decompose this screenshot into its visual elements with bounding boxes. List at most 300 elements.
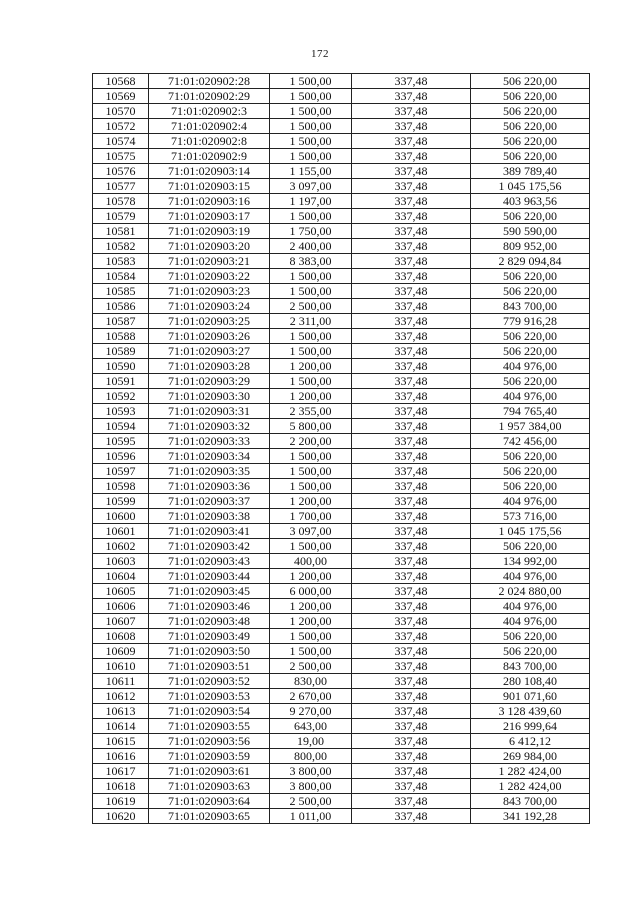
area-cell: 19,00 [270, 734, 352, 749]
value-cell: 506 220,00 [471, 209, 590, 224]
area-cell: 1 500,00 [270, 74, 352, 89]
table-row [93, 704, 590, 719]
table-row [93, 674, 590, 689]
cadastral-number-cell: 71:01:020903:24 [149, 299, 270, 314]
area-cell: 2 400,00 [270, 239, 352, 254]
cadastral-number-cell: 71:01:020903:55 [149, 719, 270, 734]
cadastral-number-cell: 71:01:020902:3 [149, 104, 270, 119]
rate-cell: 337,48 [352, 509, 471, 524]
value-cell: 506 220,00 [471, 629, 590, 644]
table-row [93, 764, 590, 779]
area-cell: 8 383,00 [270, 254, 352, 269]
cadastral-number-cell: 71:01:020903:29 [149, 374, 270, 389]
table-row [93, 434, 590, 449]
area-cell: 3 800,00 [270, 764, 352, 779]
table-row [93, 599, 590, 614]
cadastral-number-cell: 71:01:020903:46 [149, 599, 270, 614]
table-row [93, 794, 590, 809]
table-row [93, 614, 590, 629]
value-cell: 506 220,00 [471, 119, 590, 134]
area-cell: 1 500,00 [270, 344, 352, 359]
value-cell: 404 976,00 [471, 614, 590, 629]
table-row [93, 89, 590, 104]
table-row [93, 569, 590, 584]
rate-cell: 337,48 [352, 299, 471, 314]
row-number-cell: 10576 [93, 164, 149, 179]
table-row [93, 719, 590, 734]
rate-cell: 337,48 [352, 404, 471, 419]
table-row [93, 494, 590, 509]
area-cell: 3 097,00 [270, 524, 352, 539]
value-cell: 506 220,00 [471, 269, 590, 284]
table-row [93, 284, 590, 299]
value-cell: 794 765,40 [471, 404, 590, 419]
rate-cell: 337,48 [352, 134, 471, 149]
row-number-cell: 10597 [93, 464, 149, 479]
cadastral-number-cell: 71:01:020903:16 [149, 194, 270, 209]
cadastral-number-cell: 71:01:020903:36 [149, 479, 270, 494]
value-cell: 269 984,00 [471, 749, 590, 764]
rate-cell: 337,48 [352, 599, 471, 614]
row-number-cell: 10613 [93, 704, 149, 719]
value-cell: 590 590,00 [471, 224, 590, 239]
rate-cell: 337,48 [352, 224, 471, 239]
cadastral-number-cell: 71:01:020902:9 [149, 149, 270, 164]
value-cell: 403 963,56 [471, 194, 590, 209]
row-number-cell: 10596 [93, 449, 149, 464]
value-cell: 1 045 175,56 [471, 179, 590, 194]
cadastral-number-cell: 71:01:020902:4 [149, 119, 270, 134]
row-number-cell: 10615 [93, 734, 149, 749]
area-cell: 1 197,00 [270, 194, 352, 209]
row-number-cell: 10574 [93, 134, 149, 149]
value-cell: 1 282 424,00 [471, 764, 590, 779]
table-row [93, 659, 590, 674]
row-number-cell: 10583 [93, 254, 149, 269]
value-cell: 404 976,00 [471, 389, 590, 404]
rate-cell: 337,48 [352, 479, 471, 494]
cadastral-number-cell: 71:01:020903:27 [149, 344, 270, 359]
row-number-cell: 10608 [93, 629, 149, 644]
rate-cell: 337,48 [352, 554, 471, 569]
value-cell: 506 220,00 [471, 344, 590, 359]
row-number-cell: 10581 [93, 224, 149, 239]
value-cell: 6 412,12 [471, 734, 590, 749]
row-number-cell: 10588 [93, 329, 149, 344]
area-cell: 1 500,00 [270, 284, 352, 299]
cadastral-number-cell: 71:01:020903:52 [149, 674, 270, 689]
area-cell: 1 700,00 [270, 509, 352, 524]
value-cell: 341 192,28 [471, 809, 590, 824]
cadastral-number-cell: 71:01:020903:63 [149, 779, 270, 794]
table-row [93, 749, 590, 764]
area-cell: 1 500,00 [270, 89, 352, 104]
value-cell: 3 128 439,60 [471, 704, 590, 719]
rate-cell: 337,48 [352, 374, 471, 389]
area-cell: 643,00 [270, 719, 352, 734]
rate-cell: 337,48 [352, 359, 471, 374]
value-cell: 779 916,28 [471, 314, 590, 329]
rate-cell: 337,48 [352, 794, 471, 809]
rate-cell: 337,48 [352, 74, 471, 89]
table-row [93, 344, 590, 359]
rate-cell: 337,48 [352, 764, 471, 779]
row-number-cell: 10616 [93, 749, 149, 764]
rate-cell: 337,48 [352, 749, 471, 764]
area-cell: 2 670,00 [270, 689, 352, 704]
value-cell: 506 220,00 [471, 644, 590, 659]
table-body [93, 74, 590, 824]
cadastral-number-cell: 71:01:020903:41 [149, 524, 270, 539]
value-cell: 216 999,64 [471, 719, 590, 734]
row-number-cell: 10570 [93, 104, 149, 119]
row-number-cell: 10599 [93, 494, 149, 509]
area-cell: 1 500,00 [270, 329, 352, 344]
value-cell: 506 220,00 [471, 149, 590, 164]
area-cell: 400,00 [270, 554, 352, 569]
table-row [93, 209, 590, 224]
rate-cell: 337,48 [352, 89, 471, 104]
area-cell: 1 500,00 [270, 539, 352, 554]
cadastral-number-cell: 71:01:020903:35 [149, 464, 270, 479]
row-number-cell: 10586 [93, 299, 149, 314]
table-row [93, 629, 590, 644]
row-number-cell: 10601 [93, 524, 149, 539]
row-number-cell: 10607 [93, 614, 149, 629]
rate-cell: 337,48 [352, 194, 471, 209]
row-number-cell: 10605 [93, 584, 149, 599]
value-cell: 404 976,00 [471, 599, 590, 614]
table-row [93, 404, 590, 419]
row-number-cell: 10593 [93, 404, 149, 419]
cadastral-number-cell: 71:01:020903:34 [149, 449, 270, 464]
area-cell: 1 200,00 [270, 599, 352, 614]
table-row [93, 449, 590, 464]
area-cell: 3 097,00 [270, 179, 352, 194]
rate-cell: 337,48 [352, 389, 471, 404]
rate-cell: 337,48 [352, 149, 471, 164]
cadastral-number-cell: 71:01:020903:28 [149, 359, 270, 374]
table-row [93, 584, 590, 599]
rate-cell: 337,48 [352, 344, 471, 359]
value-cell: 901 071,60 [471, 689, 590, 704]
row-number-cell: 10582 [93, 239, 149, 254]
value-cell: 506 220,00 [471, 104, 590, 119]
rate-cell: 337,48 [352, 284, 471, 299]
area-cell: 1 200,00 [270, 359, 352, 374]
area-cell: 5 800,00 [270, 419, 352, 434]
value-cell: 1 045 175,56 [471, 524, 590, 539]
row-number-cell: 10591 [93, 374, 149, 389]
row-number-cell: 10589 [93, 344, 149, 359]
page-number: 172 [311, 48, 329, 60]
value-cell: 506 220,00 [471, 89, 590, 104]
rate-cell: 337,48 [352, 719, 471, 734]
area-cell: 1 500,00 [270, 119, 352, 134]
cadastral-number-cell: 71:01:020903:65 [149, 809, 270, 824]
rate-cell: 337,48 [352, 449, 471, 464]
rate-cell: 337,48 [352, 419, 471, 434]
table-row [93, 359, 590, 374]
rate-cell: 337,48 [352, 104, 471, 119]
rate-cell: 337,48 [352, 179, 471, 194]
row-number-cell: 10619 [93, 794, 149, 809]
area-cell: 1 200,00 [270, 569, 352, 584]
table-row [93, 164, 590, 179]
cadastral-number-cell: 71:01:020903:19 [149, 224, 270, 239]
row-number-cell: 10595 [93, 434, 149, 449]
cadastral-number-cell: 71:01:020903:64 [149, 794, 270, 809]
row-number-cell: 10590 [93, 359, 149, 374]
table-row [93, 299, 590, 314]
area-cell: 1 500,00 [270, 374, 352, 389]
table-row [93, 644, 590, 659]
area-cell: 1 155,00 [270, 164, 352, 179]
area-cell: 2 200,00 [270, 434, 352, 449]
rate-cell: 337,48 [352, 524, 471, 539]
area-cell: 2 500,00 [270, 794, 352, 809]
area-cell: 2 500,00 [270, 299, 352, 314]
row-number-cell: 10611 [93, 674, 149, 689]
cadastral-number-cell: 71:01:020903:22 [149, 269, 270, 284]
value-cell: 843 700,00 [471, 659, 590, 674]
cadastral-number-cell: 71:01:020903:14 [149, 164, 270, 179]
row-number-cell: 10577 [93, 179, 149, 194]
area-cell: 1 200,00 [270, 389, 352, 404]
table-row [93, 419, 590, 434]
area-cell: 2 500,00 [270, 659, 352, 674]
value-cell: 404 976,00 [471, 569, 590, 584]
rate-cell: 337,48 [352, 209, 471, 224]
rate-cell: 337,48 [352, 689, 471, 704]
area-cell: 2 355,00 [270, 404, 352, 419]
value-cell: 280 108,40 [471, 674, 590, 689]
value-cell: 506 220,00 [471, 74, 590, 89]
rate-cell: 337,48 [352, 614, 471, 629]
row-number-cell: 10568 [93, 74, 149, 89]
cadastral-number-cell: 71:01:020903:54 [149, 704, 270, 719]
table-row [93, 179, 590, 194]
table-row [93, 539, 590, 554]
value-cell: 809 952,00 [471, 239, 590, 254]
row-number-cell: 10572 [93, 119, 149, 134]
rate-cell: 337,48 [352, 464, 471, 479]
cadastral-number-cell: 71:01:020903:32 [149, 419, 270, 434]
cadastral-number-cell: 71:01:020903:30 [149, 389, 270, 404]
table-row [93, 194, 590, 209]
cadastral-number-cell: 71:01:020903:48 [149, 614, 270, 629]
cadastral-number-cell: 71:01:020903:31 [149, 404, 270, 419]
rate-cell: 337,48 [352, 629, 471, 644]
table-row [93, 134, 590, 149]
table-row [93, 254, 590, 269]
cadastral-number-cell: 71:01:020902:29 [149, 89, 270, 104]
cadastral-number-cell: 71:01:020903:51 [149, 659, 270, 674]
rate-cell: 337,48 [352, 704, 471, 719]
cadastral-number-cell: 71:01:020903:56 [149, 734, 270, 749]
value-cell: 389 789,40 [471, 164, 590, 179]
area-cell: 1 200,00 [270, 614, 352, 629]
row-number-cell: 10600 [93, 509, 149, 524]
value-cell: 1 282 424,00 [471, 779, 590, 794]
row-number-cell: 10594 [93, 419, 149, 434]
rate-cell: 337,48 [352, 584, 471, 599]
value-cell: 404 976,00 [471, 359, 590, 374]
value-cell: 843 700,00 [471, 794, 590, 809]
value-cell: 506 220,00 [471, 539, 590, 554]
cadastral-number-cell: 71:01:020903:15 [149, 179, 270, 194]
area-cell: 1 500,00 [270, 449, 352, 464]
row-number-cell: 10603 [93, 554, 149, 569]
cadastral-number-cell: 71:01:020903:53 [149, 689, 270, 704]
cadastral-number-cell: 71:01:020903:33 [149, 434, 270, 449]
table-row [93, 809, 590, 824]
row-number-cell: 10604 [93, 569, 149, 584]
table-row [93, 554, 590, 569]
area-cell: 6 000,00 [270, 584, 352, 599]
cadastral-number-cell: 71:01:020903:23 [149, 284, 270, 299]
value-cell: 2 829 094,84 [471, 254, 590, 269]
table-row [93, 524, 590, 539]
value-cell: 506 220,00 [471, 479, 590, 494]
land-registry-table [92, 73, 590, 824]
value-cell: 506 220,00 [471, 449, 590, 464]
value-cell: 506 220,00 [471, 374, 590, 389]
area-cell: 2 311,00 [270, 314, 352, 329]
table-row [93, 149, 590, 164]
rate-cell: 337,48 [352, 434, 471, 449]
cadastral-number-cell: 71:01:020903:59 [149, 749, 270, 764]
rate-cell: 337,48 [352, 569, 471, 584]
row-number-cell: 10598 [93, 479, 149, 494]
value-cell: 506 220,00 [471, 134, 590, 149]
rate-cell: 337,48 [352, 539, 471, 554]
cadastral-number-cell: 71:01:020903:25 [149, 314, 270, 329]
cadastral-number-cell: 71:01:020903:17 [149, 209, 270, 224]
rate-cell: 337,48 [352, 674, 471, 689]
row-number-cell: 10585 [93, 284, 149, 299]
table-row [93, 239, 590, 254]
value-cell: 506 220,00 [471, 284, 590, 299]
area-cell: 800,00 [270, 749, 352, 764]
rate-cell: 337,48 [352, 734, 471, 749]
row-number-cell: 10587 [93, 314, 149, 329]
cadastral-number-cell: 71:01:020903:26 [149, 329, 270, 344]
rate-cell: 337,48 [352, 809, 471, 824]
row-number-cell: 10612 [93, 689, 149, 704]
area-cell: 1 500,00 [270, 104, 352, 119]
value-cell: 1 957 384,00 [471, 419, 590, 434]
table-row [93, 509, 590, 524]
table-row [93, 689, 590, 704]
table-row [93, 314, 590, 329]
row-number-cell: 10618 [93, 779, 149, 794]
cadastral-number-cell: 71:01:020903:21 [149, 254, 270, 269]
row-number-cell: 10584 [93, 269, 149, 284]
cadastral-number-cell: 71:01:020903:38 [149, 509, 270, 524]
area-cell: 1 200,00 [270, 494, 352, 509]
value-cell: 742 456,00 [471, 434, 590, 449]
area-cell: 1 750,00 [270, 224, 352, 239]
area-cell: 1 011,00 [270, 809, 352, 824]
table-row [93, 374, 590, 389]
table-row [93, 479, 590, 494]
rate-cell: 337,48 [352, 494, 471, 509]
value-cell: 506 220,00 [471, 329, 590, 344]
area-cell: 1 500,00 [270, 644, 352, 659]
cadastral-number-cell: 71:01:020902:8 [149, 134, 270, 149]
area-cell: 1 500,00 [270, 269, 352, 284]
table-row [93, 734, 590, 749]
rate-cell: 337,48 [352, 254, 471, 269]
table-row [93, 74, 590, 89]
value-cell: 2 024 880,00 [471, 584, 590, 599]
cadastral-number-cell: 71:01:020903:50 [149, 644, 270, 659]
value-cell: 134 992,00 [471, 554, 590, 569]
area-cell: 1 500,00 [270, 134, 352, 149]
row-number-cell: 10610 [93, 659, 149, 674]
rate-cell: 337,48 [352, 644, 471, 659]
cadastral-number-cell: 71:01:020903:49 [149, 629, 270, 644]
area-cell: 1 500,00 [270, 479, 352, 494]
row-number-cell: 10578 [93, 194, 149, 209]
cadastral-number-cell: 71:01:020903:37 [149, 494, 270, 509]
table-row [93, 224, 590, 239]
table-row [93, 104, 590, 119]
area-cell: 1 500,00 [270, 149, 352, 164]
table-row [93, 389, 590, 404]
rate-cell: 337,48 [352, 164, 471, 179]
cadastral-number-cell: 71:01:020903:45 [149, 584, 270, 599]
rate-cell: 337,48 [352, 269, 471, 284]
table-row [93, 329, 590, 344]
row-number-cell: 10606 [93, 599, 149, 614]
area-cell: 1 500,00 [270, 209, 352, 224]
rate-cell: 337,48 [352, 119, 471, 134]
row-number-cell: 10569 [93, 89, 149, 104]
rate-cell: 337,48 [352, 659, 471, 674]
value-cell: 573 716,00 [471, 509, 590, 524]
area-cell: 9 270,00 [270, 704, 352, 719]
cadastral-number-cell: 71:01:020903:44 [149, 569, 270, 584]
row-number-cell: 10609 [93, 644, 149, 659]
table-row [93, 269, 590, 284]
value-cell: 843 700,00 [471, 299, 590, 314]
rate-cell: 337,48 [352, 329, 471, 344]
cadastral-number-cell: 71:01:020903:43 [149, 554, 270, 569]
cadastral-number-cell: 71:01:020903:42 [149, 539, 270, 554]
area-cell: 1 500,00 [270, 464, 352, 479]
value-cell: 404 976,00 [471, 494, 590, 509]
row-number-cell: 10617 [93, 764, 149, 779]
row-number-cell: 10614 [93, 719, 149, 734]
row-number-cell: 10602 [93, 539, 149, 554]
row-number-cell: 10620 [93, 809, 149, 824]
table-row [93, 779, 590, 794]
row-number-cell: 10579 [93, 209, 149, 224]
rate-cell: 337,48 [352, 779, 471, 794]
cadastral-number-cell: 71:01:020902:28 [149, 74, 270, 89]
row-number-cell: 10575 [93, 149, 149, 164]
area-cell: 1 500,00 [270, 629, 352, 644]
row-number-cell: 10592 [93, 389, 149, 404]
value-cell: 506 220,00 [471, 464, 590, 479]
table-row [93, 119, 590, 134]
cadastral-number-cell: 71:01:020903:20 [149, 239, 270, 254]
rate-cell: 337,48 [352, 239, 471, 254]
cadastral-number-cell: 71:01:020903:61 [149, 764, 270, 779]
rate-cell: 337,48 [352, 314, 471, 329]
